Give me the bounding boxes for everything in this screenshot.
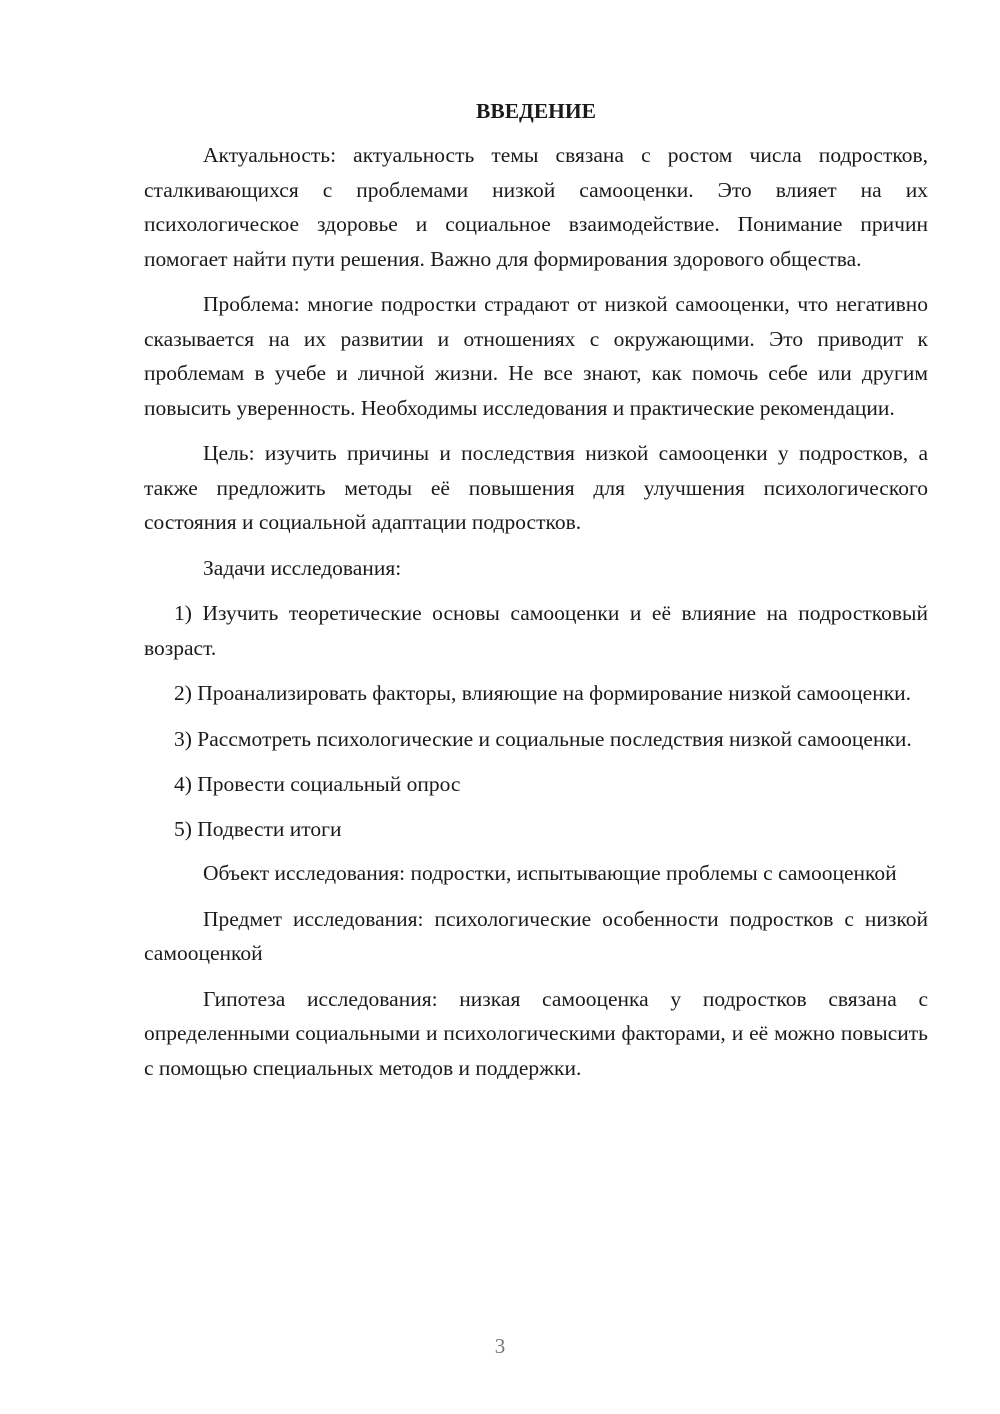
page-number: 3	[494, 1334, 506, 1358]
task-item-4: 4) Провести социальный опрос	[174, 772, 461, 796]
tasks-heading: Задачи исследования:	[203, 555, 402, 580]
problem-paragraph: Проблема: многие подростки страдают от низкой самооценки, что негативно сказывается на их развитии и отношениях с окружающими. Это приводит к проблемам в учебе и личной жизни. Не все знают, как помочь себе или другим повысить уверенность. Необходимы исследования и практические рекомендации.	[144, 292, 928, 420]
task-item-3: 3) Рассмотреть психологические и социальные последствия низкой самооценки.	[174, 726, 912, 751]
subject-paragraph: Предмет исследования: психологические особенности подростков с низкой самооценкой	[144, 906, 928, 965]
relevance-paragraph: Актуальность: актуальность темы связана с ростом числа подростков, сталкивающихся с проблемами низкой самооценки. Это влияет на их психологическое здоровье и социальное взаимодействие. Понимание причин помогает найти пути решения. Важно для формирования здорового общества.	[144, 143, 928, 271]
hypothesis-paragraph: Гипотеза исследования: низкая самооценка у подростков связана с определенными социальными и психологическими факторами, и её можно повысить с помощью специальных методов и поддержки.	[144, 986, 928, 1080]
task-item-2: 2) Проанализировать факторы, влияющие на формирование низкой самооценки.	[174, 681, 912, 705]
page-content	[144, 94, 928, 1096]
object-paragraph: Объект исследования: подростки, испытывающие проблемы с самооценкой	[203, 861, 897, 885]
task-item-1: 1) Изучить теоретические основы самооценки и её влияние на подростковый возраст.	[144, 601, 928, 660]
goal-paragraph: Цель: изучить причины и последствия низкой самооценки у подростков, а также предложить методы её повышения для улучшения психологического состояния и социальной адаптации подростков.	[144, 441, 928, 534]
task-item-5: 5) Подвести итоги	[174, 816, 342, 841]
section-title: ВВЕДЕНИЕ	[476, 99, 596, 123]
